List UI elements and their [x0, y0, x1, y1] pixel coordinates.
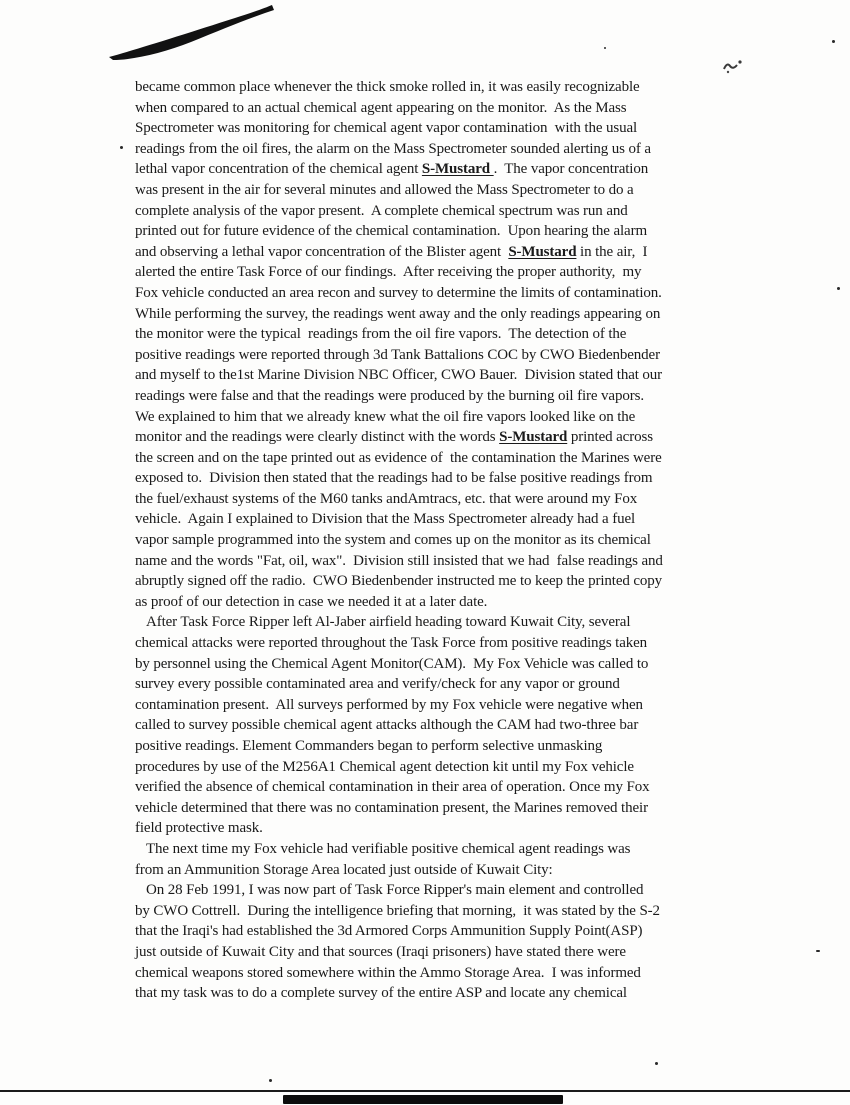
text-line — [135, 159, 757, 180]
text-segment: . The vapor concentration — [493, 161, 649, 178]
text-line — [135, 592, 757, 613]
text-segment: vehicle. Again I explained to Division that the Mass Spectrometer already had a fuel — [135, 511, 636, 528]
para-asp-briefing — [135, 880, 757, 1004]
underlined-agent-name: S-Mustard — [508, 243, 577, 260]
text-segment: that the Iraqi's had established the 3d Armored Corps Ammunition Supply Point(ASP) — [135, 923, 643, 940]
text-segment: just outside of Kuwait City and that sources (Iraqi prisoners) have stated there were — [135, 943, 626, 960]
text-segment: survey every possible contaminated area and verify/check for any vapor or ground — [135, 676, 620, 693]
text-segment: called to survey possible chemical agent attacks although the CAM had two-three bar — [135, 717, 639, 734]
text-line — [135, 77, 757, 98]
scan-smudge — [722, 57, 746, 75]
text-segment: by personnel using the Chemical Agent Monitor(CAM). My Fox Vehicle was called to — [135, 655, 649, 672]
text-line — [135, 715, 757, 736]
text-segment: vehicle determined that there was no contamination present, the Marines removed their — [135, 799, 648, 816]
text-segment: chemical attacks were reported throughout the Task Force from positive readings taken — [135, 635, 648, 652]
text-segment: that my task was to do a complete survey of the entire ASP and locate any chemical — [135, 985, 627, 1002]
text-line — [135, 551, 757, 572]
bottom-scan-bar — [283, 1095, 563, 1104]
text-segment: the fuel/exhaust systems of the M60 tanks andAmtracs, etc. that were around my Fox — [135, 490, 638, 507]
text-line — [135, 345, 757, 366]
text-line — [135, 736, 757, 757]
text-line — [135, 468, 757, 489]
text-line — [135, 221, 757, 242]
scan-speck — [604, 47, 606, 49]
text-segment: field protective mask. — [135, 820, 263, 837]
text-segment: exposed to. Division then stated that the readings had to be false positive readings from — [135, 470, 653, 487]
text-line — [135, 798, 757, 819]
text-segment: was present in the air for several minutes and allowed the Mass Spectrometer to do a — [135, 181, 634, 198]
text-line — [135, 633, 757, 654]
text-segment: positive readings were reported through 3d Tank Battalions COC by CWO Biedenbender — [135, 346, 660, 363]
text-segment: chemical weapons stored somewhere within the Ammo Storage Area. I was informed — [135, 964, 641, 981]
text-segment: Fox vehicle conducted an area recon and survey to determine the limits of contamination. — [135, 284, 662, 301]
text-segment: contamination present. All surveys performed by my Fox vehicle were negative when — [135, 696, 643, 713]
text-line — [135, 324, 757, 345]
underlined-agent-name: S-Mustard — [421, 161, 494, 178]
text-line — [135, 283, 757, 304]
text-line — [135, 304, 757, 325]
scan-speck — [832, 40, 835, 43]
bottom-scan-line — [0, 1090, 850, 1092]
text-line — [135, 242, 757, 263]
text-segment: as proof of our detection in case we needed it at a later date. — [135, 593, 488, 610]
text-line — [135, 921, 757, 942]
text-segment: and myself to the1st Marine Division NBC Officer, CWO Bauer. Division stated that our — [135, 367, 663, 384]
scan-speck — [120, 146, 123, 149]
text-line — [135, 489, 757, 510]
text-line — [135, 860, 757, 881]
text-line — [135, 427, 757, 448]
text-segment: printed out for future evidence of the chemical contamination. Upon hearing the alarm — [135, 223, 647, 240]
document-text — [135, 77, 757, 1004]
text-line — [135, 386, 757, 407]
text-line — [135, 674, 757, 695]
text-segment: abruptly signed off the radio. CWO Biedenbender instructed me to keep the printed copy — [135, 573, 663, 590]
text-line — [135, 654, 757, 675]
text-segment: alerted the entire Task Force of our findings. After receiving the proper authority, my — [135, 264, 642, 281]
text-segment: printed across — [567, 429, 653, 446]
scan-speck — [837, 287, 840, 290]
scan-speck — [655, 1062, 658, 1065]
text-segment: The next time my Fox vehicle had verifiable positive chemical agent readings was — [146, 840, 631, 857]
text-segment: complete analysis of the vapor present. A complete chemical spectrum was run and — [135, 202, 628, 219]
text-segment: lethal vapor concentration of the chemical agent — [135, 161, 422, 178]
text-segment: the monitor were the typical readings from the oil fire vapors. The detection of the — [135, 326, 627, 343]
text-segment: in the air, I — [576, 243, 648, 260]
text-line — [135, 571, 757, 592]
text-line — [135, 901, 757, 922]
text-line — [135, 612, 757, 633]
text-line — [135, 139, 757, 160]
text-segment: readings were false and that the readings were produced by the burning oil fire vapors. — [135, 387, 644, 404]
text-segment: verified the absence of chemical contamination in their area of operation. Once my Fox — [135, 779, 650, 796]
text-line — [135, 880, 757, 901]
text-line — [135, 839, 757, 860]
text-segment: became common place whenever the thick smoke rolled in, it was easily recognizable — [135, 79, 640, 95]
text-segment: monitor and the readings were clearly distinct with the words — [135, 429, 500, 446]
text-segment: by CWO Cottrell. During the intelligence briefing that morning, it was stated by the S-2 — [135, 902, 660, 919]
text-segment: After Task Force Ripper left Al-Jaber airfield heading toward Kuwait City, several — [146, 614, 631, 631]
text-segment: positive readings. Element Commanders began to perform selective unmasking — [135, 738, 603, 754]
text-segment: and observing a lethal vapor concentration of the Blister agent — [135, 243, 509, 260]
text-line — [135, 180, 757, 201]
text-segment: We explained to him that we already knew what the oil fire vapors looked like on the — [135, 408, 636, 425]
text-line — [135, 757, 757, 778]
text-line — [135, 777, 757, 798]
text-segment: vapor sample programmed into the system and comes up on the monitor as its chemical — [135, 532, 651, 549]
pen-stroke-mark — [105, 2, 285, 64]
scan-speck — [816, 950, 820, 952]
text-line — [135, 983, 757, 1004]
text-line — [135, 98, 757, 119]
text-segment: Spectrometer was monitoring for chemical agent vapor contamination with the usual — [135, 120, 638, 137]
text-line — [135, 509, 757, 530]
text-segment: name and the words "Fat, oil, wax". Division still insisted that we had false readings and — [135, 552, 663, 569]
text-line — [135, 942, 757, 963]
para-next-detection-intro — [135, 839, 757, 880]
text-segment: when compared to an actual chemical agent appearing on the monitor. As the Mass — [135, 99, 627, 116]
text-segment: the screen and on the tape printed out as evidence of the contamination the Marines were — [135, 449, 662, 466]
text-line — [135, 818, 757, 839]
text-segment: from an Ammunition Storage Area located just outside of Kuwait City: — [135, 861, 553, 878]
text-line — [135, 695, 757, 716]
text-segment: On 28 Feb 1991, I was now part of Task Force Ripper's main element and controlled — [146, 882, 644, 899]
text-line — [135, 963, 757, 984]
scan-speck — [269, 1079, 272, 1082]
text-line — [135, 407, 757, 428]
text-line — [135, 118, 757, 139]
text-line — [135, 448, 757, 469]
text-segment: readings from the oil fires, the alarm on the Mass Spectrometer sounded alerting us of a — [135, 140, 651, 157]
underlined-agent-name: S-Mustard — [499, 429, 568, 446]
text-segment: While performing the survey, the readings went away and the only readings appearing on — [135, 305, 661, 322]
para-task-force-ripper-cam — [135, 612, 757, 839]
text-line — [135, 530, 757, 551]
para-mass-spectrometer-incident — [135, 77, 757, 612]
text-line — [135, 201, 757, 222]
text-segment: procedures by use of the M256A1 Chemical agent detection kit until my Fox vehicle — [135, 758, 634, 775]
text-line — [135, 365, 757, 386]
text-line — [135, 262, 757, 283]
